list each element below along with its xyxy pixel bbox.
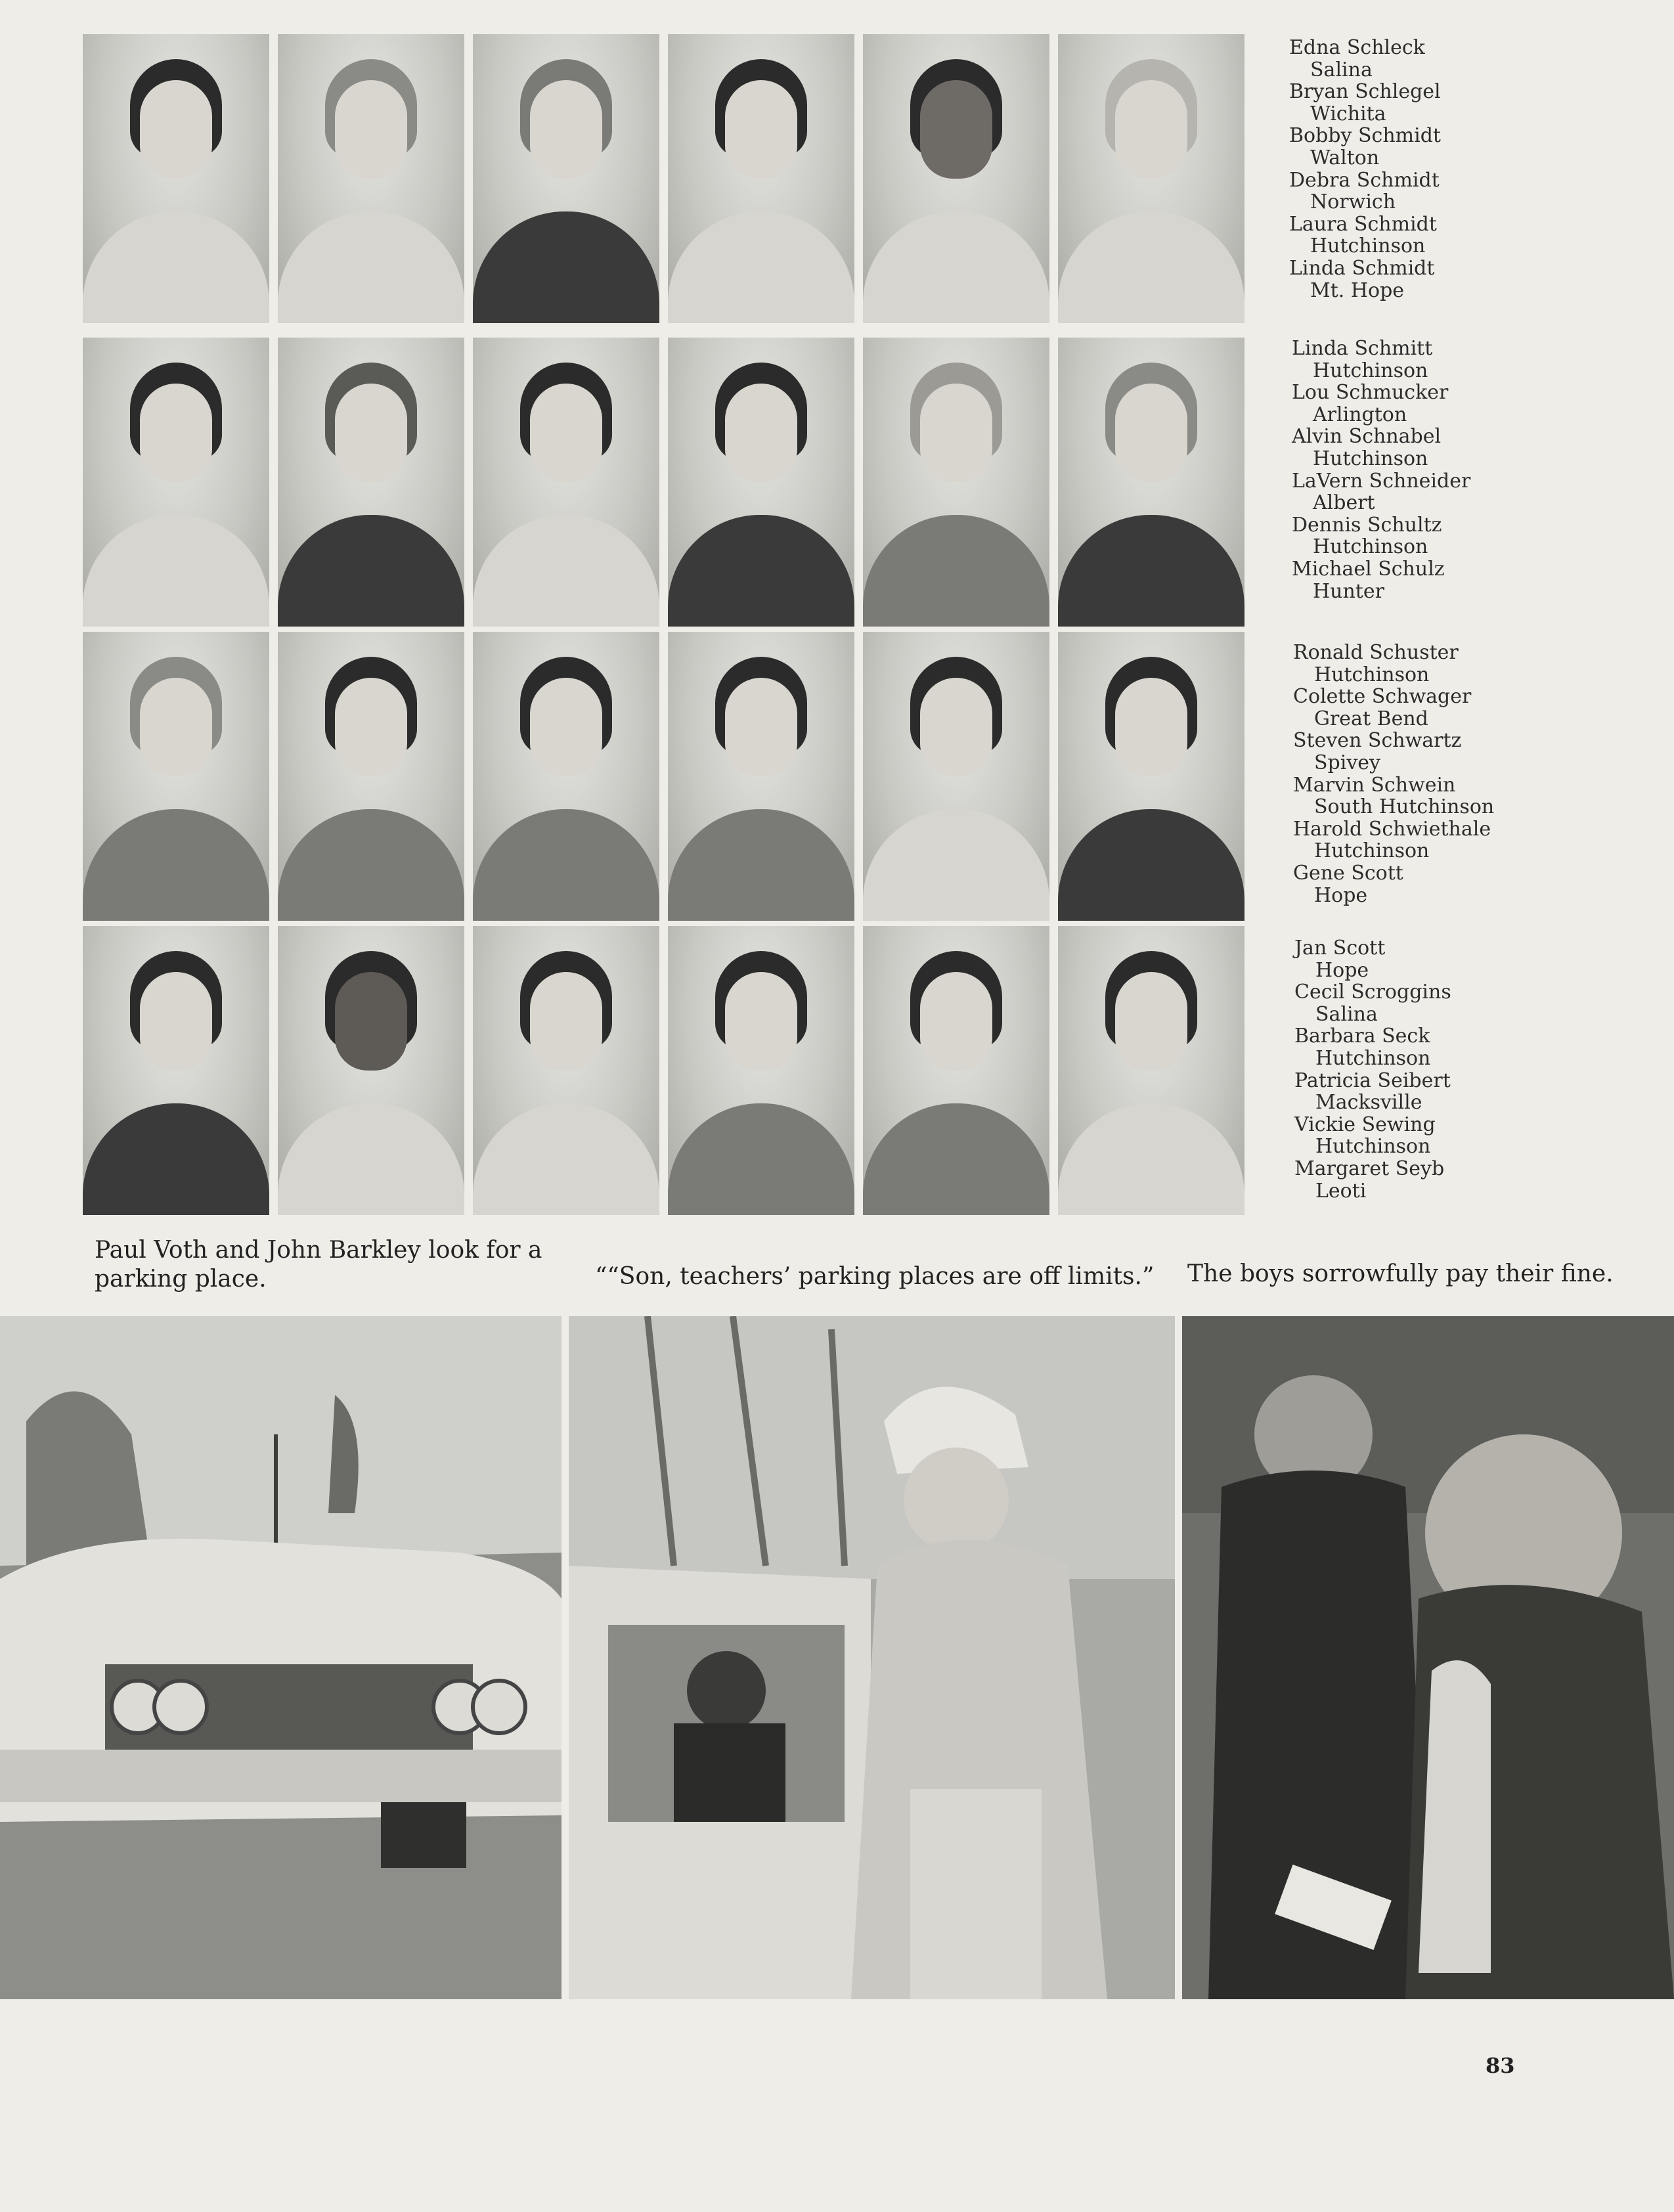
student-name: Colette Schwager [1293,685,1472,709]
student-hometown: Walton [1310,146,1380,169]
student-name: Ronald Schuster [1293,641,1459,664]
student-hometown: Salina [1315,1002,1378,1026]
student-hometown: Spivey [1314,751,1381,774]
photo-parked-car [0,1316,562,1999]
caption-right: The boys sorrowfully pay their fine. [1187,1260,1614,1287]
student-name: Lou Schmucker [1292,381,1449,405]
student-hometown: Hutchinson [1310,234,1426,258]
student-portrait [668,926,854,1215]
student-hometown: Arlington [1313,403,1407,426]
photo-boys-paying-fine-drawing [1182,1316,1674,1999]
student-hometown: Hutchinson [1313,535,1428,559]
student-portrait [473,632,659,921]
student-name: Jan Scott [1294,937,1386,960]
student-name: Edna Schleck [1289,36,1425,59]
student-hometown: Wichita [1310,102,1386,125]
name-list [1294,937,1505,1202]
student-name: Debra Schmidt [1289,168,1440,192]
student-hometown: Hope [1315,958,1369,982]
student-name: Margaret Seyb [1294,1157,1445,1180]
name-list [1289,37,1499,301]
student-hometown: Leoti [1315,1179,1367,1203]
student-portrait [863,926,1049,1215]
student-name: Steven Schwartz [1293,729,1462,753]
student-name: Barbara Seck [1294,1025,1430,1048]
student-portrait [1058,632,1244,921]
student-hometown: South Hutchinson [1314,795,1495,819]
photo-ticket-officer-drawing [569,1316,1175,1999]
student-name: Cecil Scroggins [1294,981,1451,1004]
student-hometown: Macksville [1315,1091,1422,1115]
student-name: Dennis Schultz [1292,513,1442,537]
portrait-grid [83,34,1245,1223]
portrait-row [83,34,1245,323]
student-portrait [1058,34,1244,323]
student-hometown: Hutchinson [1314,839,1430,863]
student-name: Marvin Schwein [1293,773,1456,797]
student-name: Laura Schmidt [1289,212,1437,236]
student-name: Patricia Seibert [1294,1069,1451,1092]
student-portrait [863,632,1049,921]
portrait-row [83,338,1245,627]
portrait-row [83,926,1245,1215]
student-hometown: Hutchinson [1314,663,1430,686]
caption-left: Paul Voth and John Barkley look for a parking place. [95,1237,542,1293]
student-name: Gene Scott [1293,861,1403,885]
student-hometown: Salina [1310,58,1373,81]
name-list [1292,338,1502,602]
student-hometown: Hutchinson [1315,1046,1431,1070]
student-hometown: Great Bend [1314,707,1428,730]
portrait-row [83,632,1245,921]
student-portrait [668,632,854,921]
photo-boys-paying-fine [1182,1316,1674,1999]
student-portrait [473,338,659,627]
student-portrait [83,338,269,627]
student-portrait [1058,338,1244,627]
student-hometown: Hunter [1313,579,1384,603]
caption-center: ““Son, teachers’ parking places are off limits.” [595,1263,1155,1290]
student-hometown: Hutchinson [1315,1135,1431,1159]
student-portrait [863,34,1049,323]
student-portrait [863,338,1049,627]
student-portrait [668,338,854,627]
student-hometown: Hutchinson [1313,447,1428,470]
student-name: LaVern Schneider [1292,469,1471,493]
photo-ticket-officer [569,1316,1175,1999]
student-name: Harold Schwiethale [1293,817,1491,841]
student-hometown: Mt. Hope [1310,278,1405,302]
student-name: Vickie Sewing [1294,1113,1436,1136]
student-name: Alvin Schnabel [1292,425,1442,449]
student-hometown: Norwich [1310,190,1396,214]
student-portrait [83,34,269,323]
student-portrait [278,632,464,921]
student-portrait [278,926,464,1215]
student-name: Bobby Schmidt [1289,124,1441,148]
student-portrait [473,34,659,323]
student-name: Bryan Schlegel [1289,80,1441,104]
student-portrait [83,632,269,921]
student-name: Linda Schmidt [1289,256,1435,280]
student-portrait [83,926,269,1215]
student-portrait [668,34,854,323]
photo-parked-car-drawing [0,1316,562,1999]
student-portrait [278,338,464,627]
student-name: Michael Schulz [1292,557,1445,581]
name-list [1293,642,1503,906]
student-name: Linda Schmitt [1292,337,1433,360]
student-portrait [278,34,464,323]
student-hometown: Hutchinson [1313,359,1428,382]
student-portrait [473,926,659,1215]
page-number: 83 [1486,2053,1515,2078]
student-hometown: Albert [1313,491,1375,515]
student-hometown: Hope [1314,883,1368,907]
student-portrait [1058,926,1244,1215]
